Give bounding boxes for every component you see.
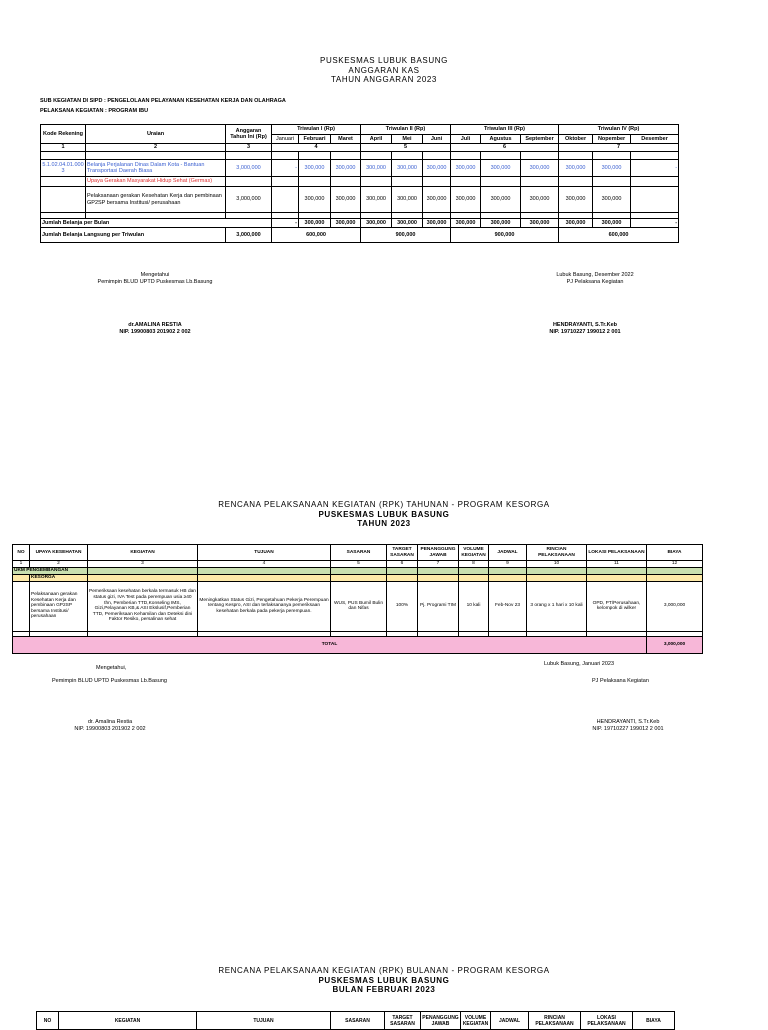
month-total: 300,000 [423, 219, 451, 228]
month-value: 300,000 [361, 187, 392, 213]
month-value: 300,000 [451, 187, 481, 213]
sign-text: Pemimpin BLUD UPTD Puskesmas Lb.Basung [52, 678, 167, 684]
header-kode: Kode Rekening [41, 125, 86, 144]
rpk-bulanan-table [36, 1011, 675, 1030]
month-value [631, 187, 679, 213]
header-anggaran: Anggaran Tahun Ini (Rp) [226, 125, 272, 144]
anggaran-kas-table [40, 124, 679, 243]
table-row-jumlah-bulan [41, 219, 679, 228]
col-number: 1 [13, 561, 30, 568]
rpk-tahunan-title [150, 500, 618, 529]
triwulan-total: 600,000 [559, 228, 679, 243]
header-cell: NO [13, 545, 30, 561]
anggaran-kas-title [200, 56, 568, 85]
table-row-belanja [41, 160, 679, 177]
header-cell: VOLUME KEGIATAN [461, 1012, 491, 1030]
col-number: 2 [30, 561, 88, 568]
kegiatan-cell: Pemeriksaan kesehatan berkala termasuk HB dan status gizi, IVA Test pada perempuan usia ≥40 thn, Pemberian TTD,Konseling IMS, Gizi,Pelayanan KB,& ASI Ekslusif,Pemberian TTD, Pemeriksaan Kehamilan dan Deteksi dini Faktor Resiko, persalinan sehat [88, 581, 198, 631]
table-row-germas [41, 177, 679, 187]
month-value [272, 187, 299, 213]
month-total: - [631, 219, 679, 228]
month-total: 300,000 [392, 219, 423, 228]
sign-nip: NIP. 19900803 201902 2 002 [74, 726, 146, 732]
sign-text: Lubuk Basung, Januari 2023 [544, 661, 615, 667]
col-number: 4 [272, 144, 361, 152]
anggaran-total: 3,000,000 [226, 228, 272, 243]
triwulan-total: 900,000 [361, 228, 451, 243]
sign-text: PJ Pelaksana Kegiatan [566, 279, 624, 285]
sign-text: Mengetahui, [96, 665, 127, 671]
sign-nip: NIP. 19900803 201902 2 002 [119, 329, 191, 335]
header-cell: UPAYA KESEHATAN [30, 545, 88, 561]
sign-name: dr.AMALINA RESTIA [128, 322, 182, 328]
sub-kegiatan-label: SUB KEGIATAN DI SIPD : PENGELOLAAN PELAYANAN KESEHATAN KERJA DAN OLAHRAGA [40, 98, 286, 104]
col-number: 2 [86, 144, 226, 152]
month-header: Maret [331, 135, 361, 144]
tujuan-cell: Meningkatkan Status Gizi, Pengetahuan Pekerja Perempuan tentang Kespro, ASI dan terlaksananya pemeriksaan kesehatan berkala pada pekerja perempuan. [198, 581, 331, 631]
rpk-bulanan-title [150, 966, 618, 995]
title-line: TAHUN ANGGARAN 2023 [331, 75, 437, 84]
month-total: 300,000 [481, 219, 521, 228]
total-label: TOTAL [13, 636, 647, 653]
col-number: 3 [226, 144, 272, 152]
volume-cell: 10 kali [459, 581, 489, 631]
pelaksana-label: PELAKSANA KEGIATAN : PROGRAM IBU [40, 108, 149, 114]
uraian-pelaksanaan: Pelaksanaan gerakan Kesehatan Kerja dan pembinaan GP2SP bersama Institusi/ perusahaan [86, 187, 226, 213]
header-cell: LOKASI PELAKSANAAN [587, 545, 647, 561]
month-value: 300,000 [299, 160, 331, 177]
kesorga-label: KESORGA [30, 574, 88, 581]
header-cell: TUJUAN [198, 545, 331, 561]
month-total: 300,000 [559, 219, 593, 228]
rincian-cell: 3 orang x 1 hari x 10 kali [527, 581, 587, 631]
month-value: - [631, 160, 679, 177]
sign-text: Mengetahui [140, 272, 170, 278]
header-cell: BIAYA [647, 545, 703, 561]
month-value: - [272, 160, 299, 177]
header-cell: SASARAN [331, 545, 387, 561]
month-header: Juni [423, 135, 451, 144]
col-number: 3 [88, 561, 198, 568]
header-cell: BIAYA [633, 1012, 675, 1030]
title-line: PUSKESMAS LUBUK BASUNG [318, 509, 450, 519]
kode-rekening: 5.1.02.04.01.0003 [41, 160, 86, 177]
header-cell: RINCIAN PELAKSANAAN [529, 1012, 581, 1030]
ukm-label: UKM PENGEMBANGAN [13, 567, 88, 574]
month-value: 300,000 [361, 160, 392, 177]
month-value: 300,000 [331, 187, 361, 213]
sign-nip: NIP. 19710227 199012 2 001 [549, 329, 621, 335]
pj-cell: Pj. Programi TIM [418, 581, 459, 631]
header-uraian: Uraian [86, 125, 226, 144]
col-number: 6 [387, 561, 418, 568]
sasaran-cell: WUS, PUS Bumil Bulin dan Nifas [331, 581, 387, 631]
sign-name: dr. Amalina Restia [87, 719, 133, 725]
header-cell: JADWAL [491, 1012, 529, 1030]
table-row [13, 581, 703, 631]
header-cell: TUJUAN [197, 1012, 331, 1030]
month-header: Februari [299, 135, 331, 144]
signature-right [510, 272, 680, 286]
title-line: TAHUN 2023 [357, 519, 411, 528]
total-value: 3,000,000 [647, 636, 703, 653]
month-header: Nopember [593, 135, 631, 144]
col-number: 6 [451, 144, 559, 152]
month-value: 300,000 [593, 160, 631, 177]
month-value: 300,000 [481, 187, 521, 213]
header-cell: NO [37, 1012, 59, 1030]
col-number: 1 [41, 144, 86, 152]
title-line: PUSKESMAS LUBUK BASUNG [320, 56, 448, 65]
title-line: RENCANA PELAKSANAAN KEGIATAN (RPK) TAHUNAN - PROGRAM KESORGA [218, 500, 550, 509]
month-header: Mei [392, 135, 423, 144]
header-cell: LOKASI PELAKSANAAN [581, 1012, 633, 1030]
title-line: ANGGARAN KAS [348, 65, 420, 75]
header-cell: RINCIAN PELAKSANAAN [527, 545, 587, 561]
germas-label: Upaya Gerakan Masyarakat Hidup Sehat (Germas) [86, 177, 226, 187]
signature-right-name [500, 322, 670, 336]
triwulan-total: 900,000 [451, 228, 559, 243]
col-number: 4 [198, 561, 331, 568]
col-number: 11 [587, 561, 647, 568]
biaya-cell: 3,000,000 [647, 581, 703, 631]
col-number: 9 [489, 561, 527, 568]
table-row-pelaksanaan [41, 187, 679, 213]
month-header: Oktober [559, 135, 593, 144]
signature-left [70, 272, 240, 286]
month-total: 300,000 [361, 219, 392, 228]
sign-name: HENDRAYANTI, S.Tr.Keb [596, 719, 660, 725]
jumlah-bulan-label: Jumlah Belanja per Bulan [41, 219, 272, 228]
rpk-tahunan-table [12, 544, 703, 654]
month-header: Agustus [481, 135, 521, 144]
col-number: 7 [418, 561, 459, 568]
month-total: 300,000 [521, 219, 559, 228]
month-header: April [361, 135, 392, 144]
sign-text: Pemimpin BLUD UPTD Puskesmas Lb.Basung [97, 279, 213, 285]
month-total: - [272, 219, 299, 228]
sign-text: PJ Pelaksana Kegiatan [592, 678, 649, 684]
month-total: 300,000 [593, 219, 631, 228]
anggaran-value: 3,000,000 [226, 160, 272, 177]
col-number: 7 [559, 144, 679, 152]
header-tw1: Triwulan I (Rp) [272, 125, 361, 135]
col-number: 8 [459, 561, 489, 568]
title-line: RENCANA PELAKSANAAN KEGIATAN (RPK) BULANAN - PROGRAM KESORGA [218, 966, 550, 975]
month-value: 300,000 [451, 160, 481, 177]
upaya-cell: Pelaksanaan gerakan Kesehatan Kerja dan pembinaan GP2SP bersama Institusi/ perusahaan [30, 581, 88, 631]
sign-name: HENDRAYANTI, S.Tr.Keb [552, 322, 618, 328]
signature-right-name [568, 719, 688, 733]
col-number: 12 [647, 561, 703, 568]
jadwal-cell: Feb-Nov 23 [489, 581, 527, 631]
month-value: 300,000 [299, 187, 331, 213]
header-cell: JADWAL [489, 545, 527, 561]
jumlah-triwulan-label: Jumlah Belanja Langsung per Triwulan [41, 228, 226, 243]
month-value: 300,000 [559, 187, 593, 213]
month-value: 300,000 [331, 160, 361, 177]
header-cell: TARGET SASARAN [385, 1012, 421, 1030]
table-row-jumlah-triwulan [41, 228, 679, 243]
month-value: 300,000 [392, 187, 423, 213]
sign-text: Lubuk Basung, Desember 2022 [556, 272, 634, 278]
title-line: BULAN FEBRUARI 2023 [332, 985, 436, 994]
month-value: 300,000 [593, 187, 631, 213]
header-cell: VOLUME KEGIATAN [459, 545, 489, 561]
month-value: 300,000 [521, 187, 559, 213]
header-tw2: Triwulan II (Rp) [361, 125, 451, 135]
header-tw3: Triwulan III (Rp) [451, 125, 559, 135]
month-value: 300,000 [481, 160, 521, 177]
anggaran-value: 3,000,000 [226, 187, 272, 213]
signature-left-name [70, 322, 240, 336]
header-cell: PENANGGUNG JAWAB [418, 545, 459, 561]
sign-nip: NIP. 19710227 199012 2 001 [592, 726, 664, 732]
col-number: 5 [361, 144, 451, 152]
month-value: 300,000 [423, 160, 451, 177]
target-cell: 100% [387, 581, 418, 631]
header-cell: KEGIATAN [88, 545, 198, 561]
month-value: 300,000 [559, 160, 593, 177]
month-total: 300,000 [299, 219, 331, 228]
month-header: Januari [272, 135, 299, 144]
signature-left-name [50, 719, 170, 733]
triwulan-total: 600,000 [272, 228, 361, 243]
col-number: 10 [527, 561, 587, 568]
month-value: 300,000 [423, 187, 451, 213]
col-number: 5 [331, 561, 387, 568]
header-cell: SASARAN [331, 1012, 385, 1030]
month-value: 300,000 [392, 160, 423, 177]
lokasi-cell: OPD, PT/Perusahaan, kelompok di wilker [587, 581, 647, 631]
month-total: 300,000 [331, 219, 361, 228]
month-total: 300,000 [451, 219, 481, 228]
header-tw4: Triwulan IV (Rp) [559, 125, 679, 135]
month-header: Desember [631, 135, 679, 144]
month-header: September [521, 135, 559, 144]
month-value: 300,000 [521, 160, 559, 177]
uraian-belanja: Belanja Perjalanan Dinas Dalam Kota - Bantuan Transportasi Daerah Biasa [86, 160, 226, 177]
header-cell: PENANGGUNG JAWAB [421, 1012, 461, 1030]
total-row [13, 636, 703, 653]
header-cell: KEGIATAN [59, 1012, 197, 1030]
header-cell: TARGET SASARAN [387, 545, 418, 561]
month-header: Juli [451, 135, 481, 144]
title-line: PUSKESMAS LUBUK BASUNG [318, 975, 450, 985]
